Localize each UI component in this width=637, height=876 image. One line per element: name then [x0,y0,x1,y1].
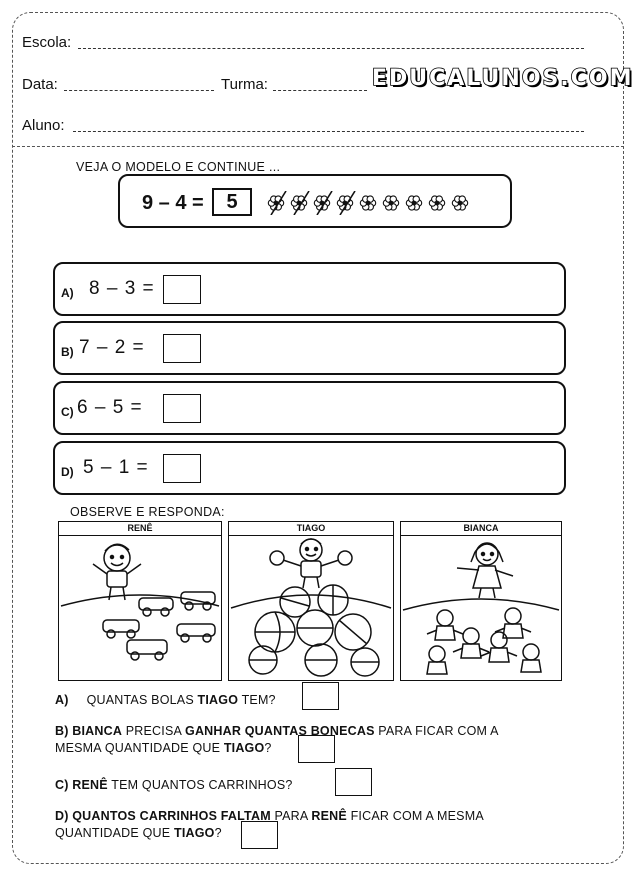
exercise-expression: 6 – 5 = [77,397,143,418]
question-text: ? [214,826,222,840]
answer-box[interactable] [163,454,201,483]
question-a [55,692,276,709]
flower-icon [360,196,375,210]
rene-illustration [59,536,221,680]
flower-row [266,191,476,215]
answer-box[interactable] [163,275,201,304]
school-label: Escola: [22,34,72,51]
brand-logo: EDUCALUNOS.COM [372,66,634,91]
crossed-flower-icon [314,191,332,215]
question-text: MESMA QUANTIDADE QUE [55,741,224,755]
model-instruction: VEJA O MODELO E CONTINUE ... [76,160,281,174]
date-label: Data: [22,76,58,93]
panel-title: TIAGO [229,522,393,536]
answer-box-d[interactable] [241,821,278,849]
question-letter: A) [55,693,69,707]
answer-box-b[interactable] [298,735,335,763]
question-text: PRECISA [122,724,186,738]
question-text: FICAR COM A MESMA [346,809,484,823]
answer-box[interactable] [163,334,201,363]
flower-icon [406,196,421,210]
header-divider [12,146,624,147]
student-label: Aluno: [22,117,65,134]
panel-title: BIANCA [401,522,561,536]
model-expression: 9 – 4 = [142,192,204,214]
exercise-a [53,262,566,316]
panel-rene [58,521,222,681]
model-example [118,174,512,228]
question-text: TEM QUANTOS CARRINHOS? [107,778,293,792]
question-text: ? [264,741,272,755]
question-highlight: GANHAR QUANTAS BONECAS [185,724,375,738]
exercise-expression: 8 – 3 = [89,278,155,299]
crossed-flower-icon [268,191,286,215]
exercise-letter: A) [61,286,74,300]
question-name: TIAGO [223,741,265,755]
exercise-letter: B) [61,345,74,359]
question-name: C) RENÊ [55,778,108,792]
exercise-expression: 5 – 1 = [83,457,149,478]
crossed-flower-icon [291,191,309,215]
observe-instruction: OBSERVE E RESPONDA: [70,505,225,519]
question-text: QUANTAS BOLAS [86,693,198,707]
exercise-b [53,321,566,375]
exercise-d [53,441,566,495]
flower-icon [452,196,467,210]
answer-box-a[interactable] [302,682,339,710]
question-d [55,808,575,842]
exercise-c [53,381,566,435]
class-field[interactable] [273,90,367,91]
class-label: Turma: [221,76,268,93]
exercise-expression: 7 – 2 = [79,337,145,358]
model-answer: 5 [212,188,252,216]
flower-icon [383,196,398,210]
question-c [55,777,293,794]
exercise-letter: C) [61,405,74,419]
panel-tiago [228,521,394,681]
question-name: RENÊ [311,809,347,823]
question-name: TIAGO [174,826,215,840]
panel-title: RENÊ [59,522,221,536]
question-highlight: D) QUANTOS CARRINHOS FALTAM [55,809,271,823]
panel-bianca [400,521,562,681]
question-text: QUANTIDADE QUE [55,826,174,840]
student-field[interactable] [73,131,584,132]
answer-box-c[interactable] [335,768,372,796]
flower-icon [429,196,444,210]
bianca-illustration [401,536,561,680]
school-field[interactable] [78,48,584,49]
date-field[interactable] [64,90,214,91]
question-name: TIAGO [197,693,239,707]
answer-box[interactable] [163,394,201,423]
question-text: TEM? [238,693,276,707]
crossed-flower-icon [337,191,355,215]
question-name: B) BIANCA [55,724,123,738]
tiago-illustration [229,536,393,680]
question-text: PARA [270,809,312,823]
question-text: PARA FICAR COM A [374,724,499,738]
exercise-letter: D) [61,465,74,479]
